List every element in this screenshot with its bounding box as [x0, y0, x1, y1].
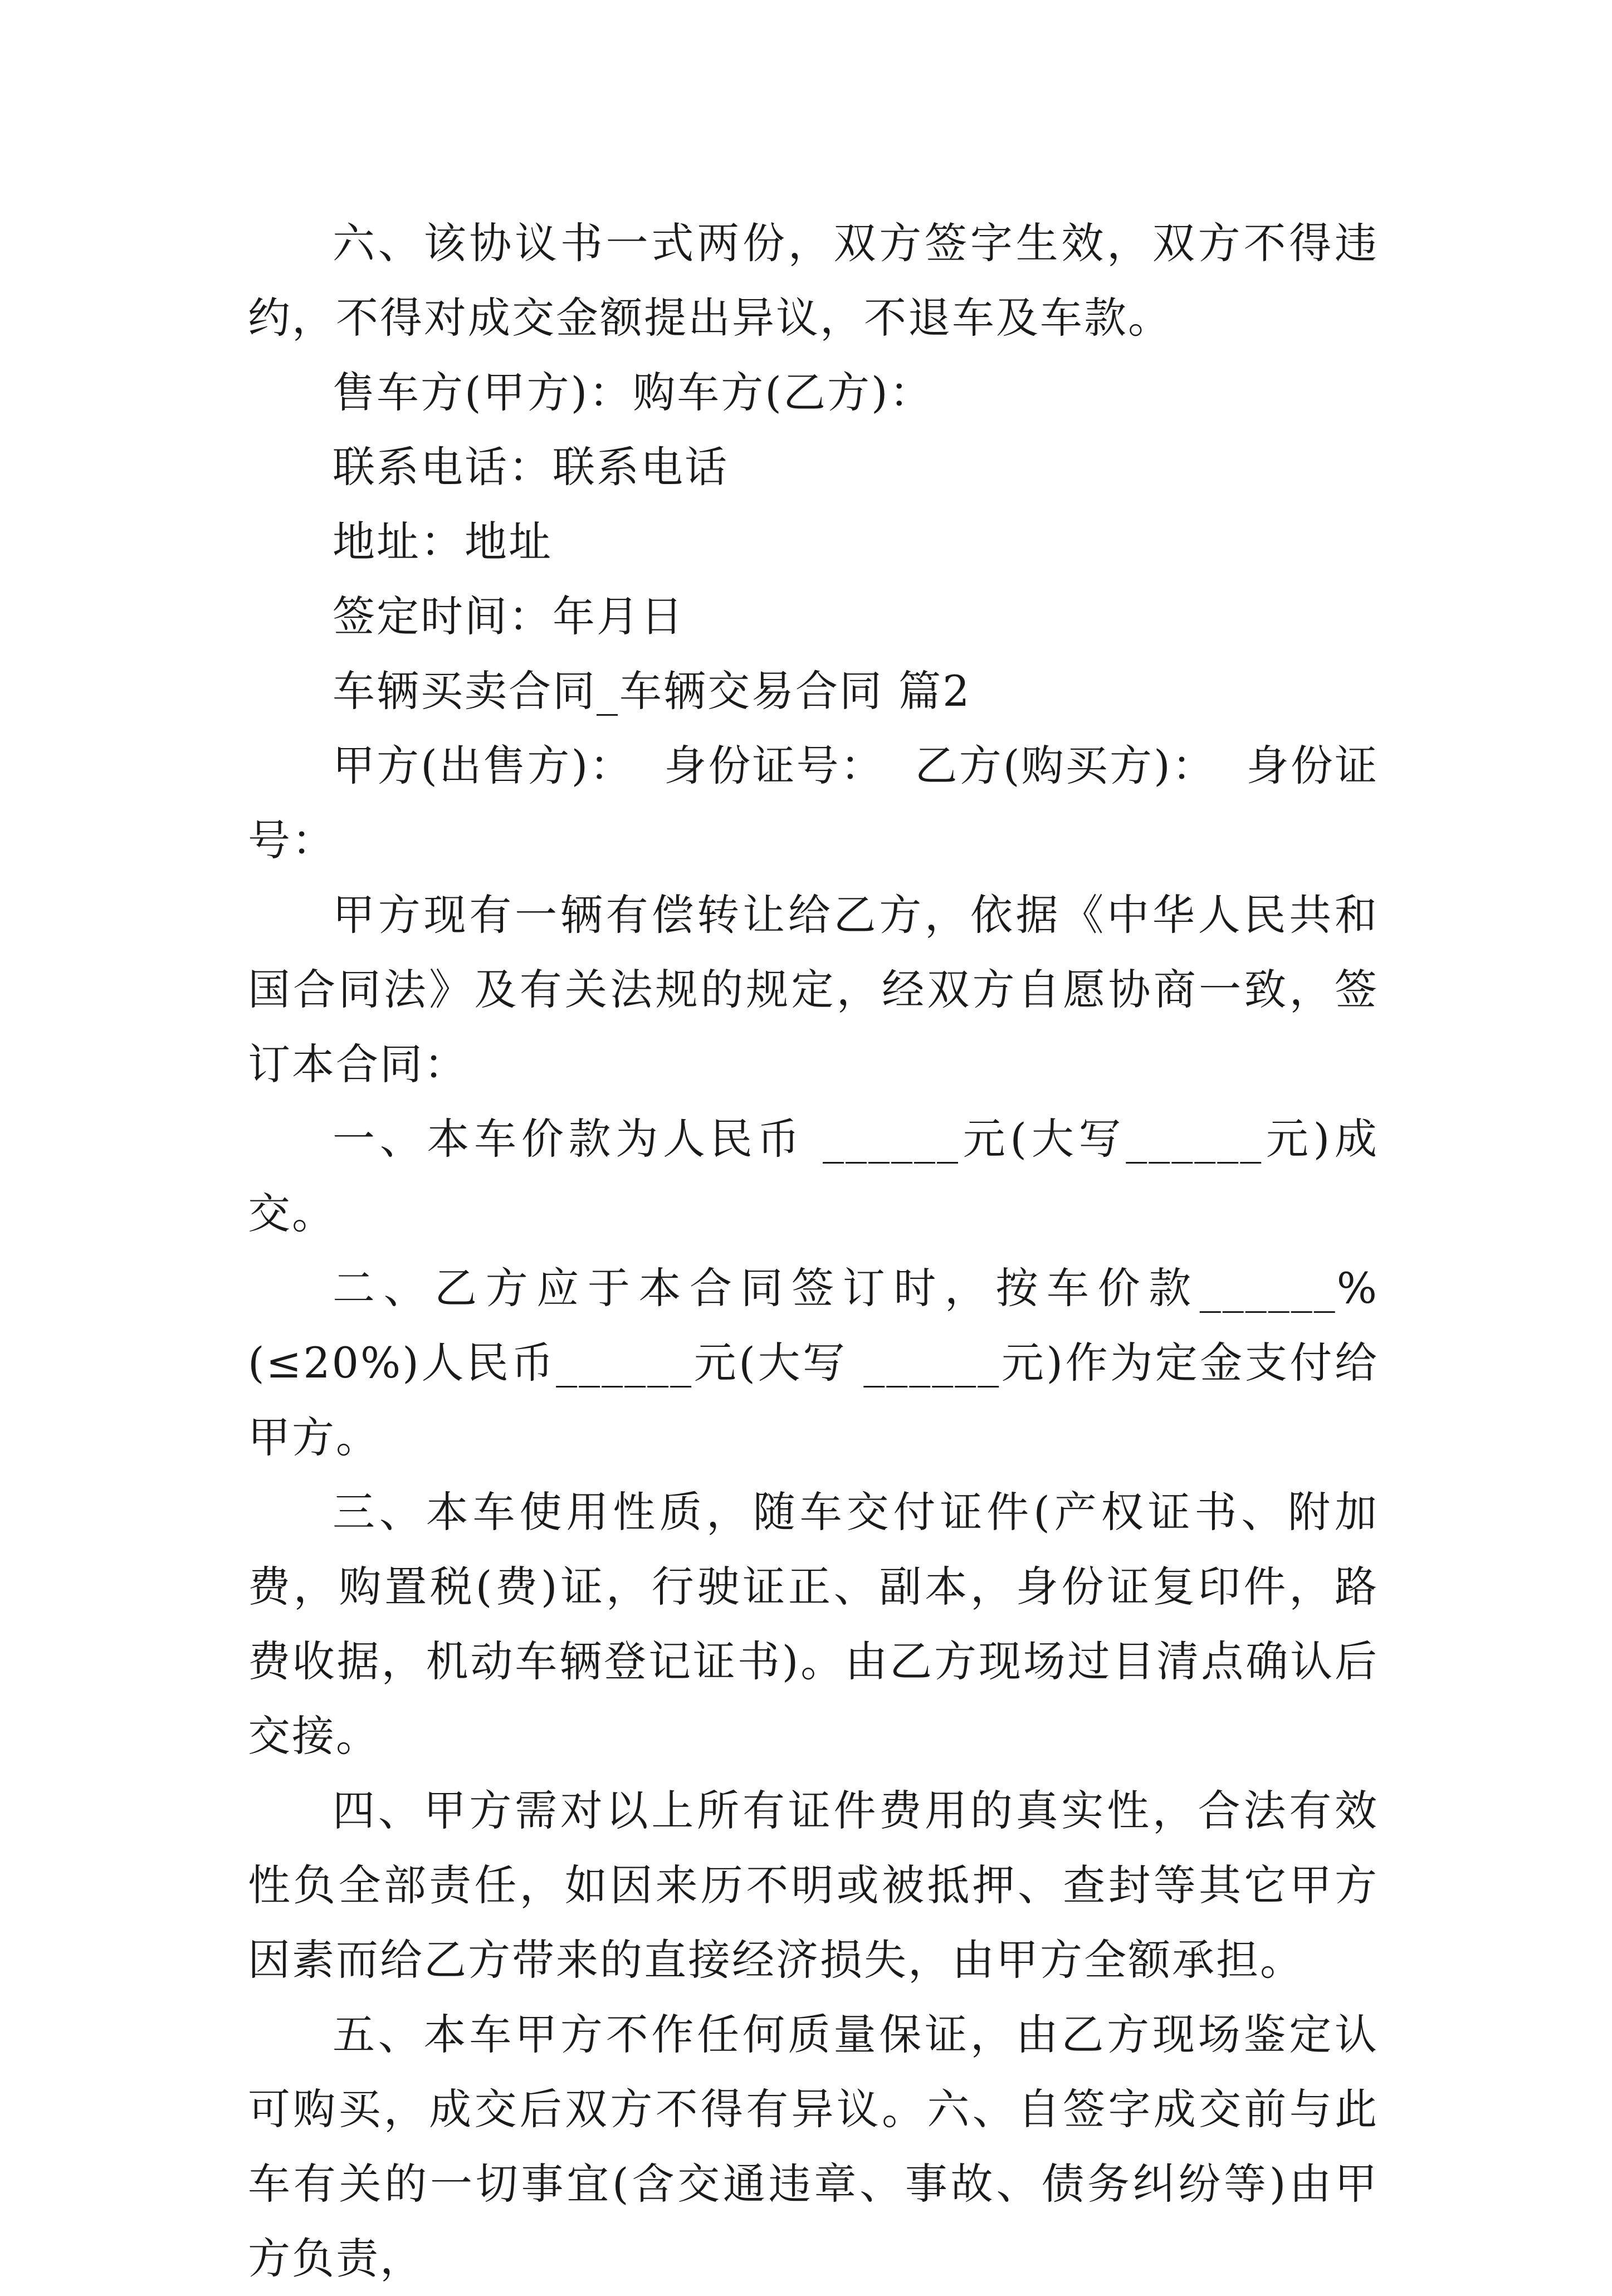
clause-two-paragraph: 二、乙方应于本合同签订时，按车价款______%(≤20%)人民币______元(大写 ______元)作为定金支付给甲方。	[248, 1263, 1379, 1462]
clause-four-paragraph: 四、甲方需对以上所有证件费用的真实性，合法有效性负全部责任，如因来历不明或被抵押、查封等其它甲方因素而给乙方带来的直接经济损失，由甲方全额承担。	[248, 1786, 1379, 1985]
clause-one-paragraph: 一、本车价款为人民币 ______元(大写______元)成交。	[248, 1114, 1379, 1238]
address-line: 地址：地址	[333, 517, 553, 566]
contract-title: 车辆买卖合同_车辆交易合同 篇2	[333, 666, 971, 716]
clause-three-paragraph: 三、本车使用性质，随车交付证件(产权证书、附加费，购置税(费)证，行驶证正、副本，身份证复印件，路费收据，机动车辆登记证书)。由乙方现场过目清点确认后交接。	[248, 1487, 1379, 1761]
party-id-line: 甲方(出售方)： 身份证号： 乙方(购买方)： 身份证号：	[248, 741, 1379, 865]
document-body	[248, 206, 1379, 2296]
parties-line: 售车方(甲方)：购车方(乙方)：	[333, 368, 934, 417]
clause-five-paragraph: 五、本车甲方不作任何质量保证，由乙方现场鉴定认可购买，成交后双方不得有异议。六、自签字成交前与此车有关的一切事宜(含交通违章、事故、债务纠纷等)由甲方负责，	[248, 2010, 1379, 2283]
clause-six-paragraph: 六、该协议书一式两份，双方签字生效，双方不得违约，不得对成交金额提出异议，不退车及车款。	[248, 218, 1379, 343]
signing-date-line: 签定时间：年月日	[333, 592, 685, 641]
preamble-paragraph: 甲方现有一辆有偿转让给乙方，依据《中华人民共和国合同法》及有关法规的规定，经双方自愿协商一致，签订本合同：	[248, 890, 1379, 1089]
phone-line: 联系电话：联系电话	[333, 442, 729, 492]
